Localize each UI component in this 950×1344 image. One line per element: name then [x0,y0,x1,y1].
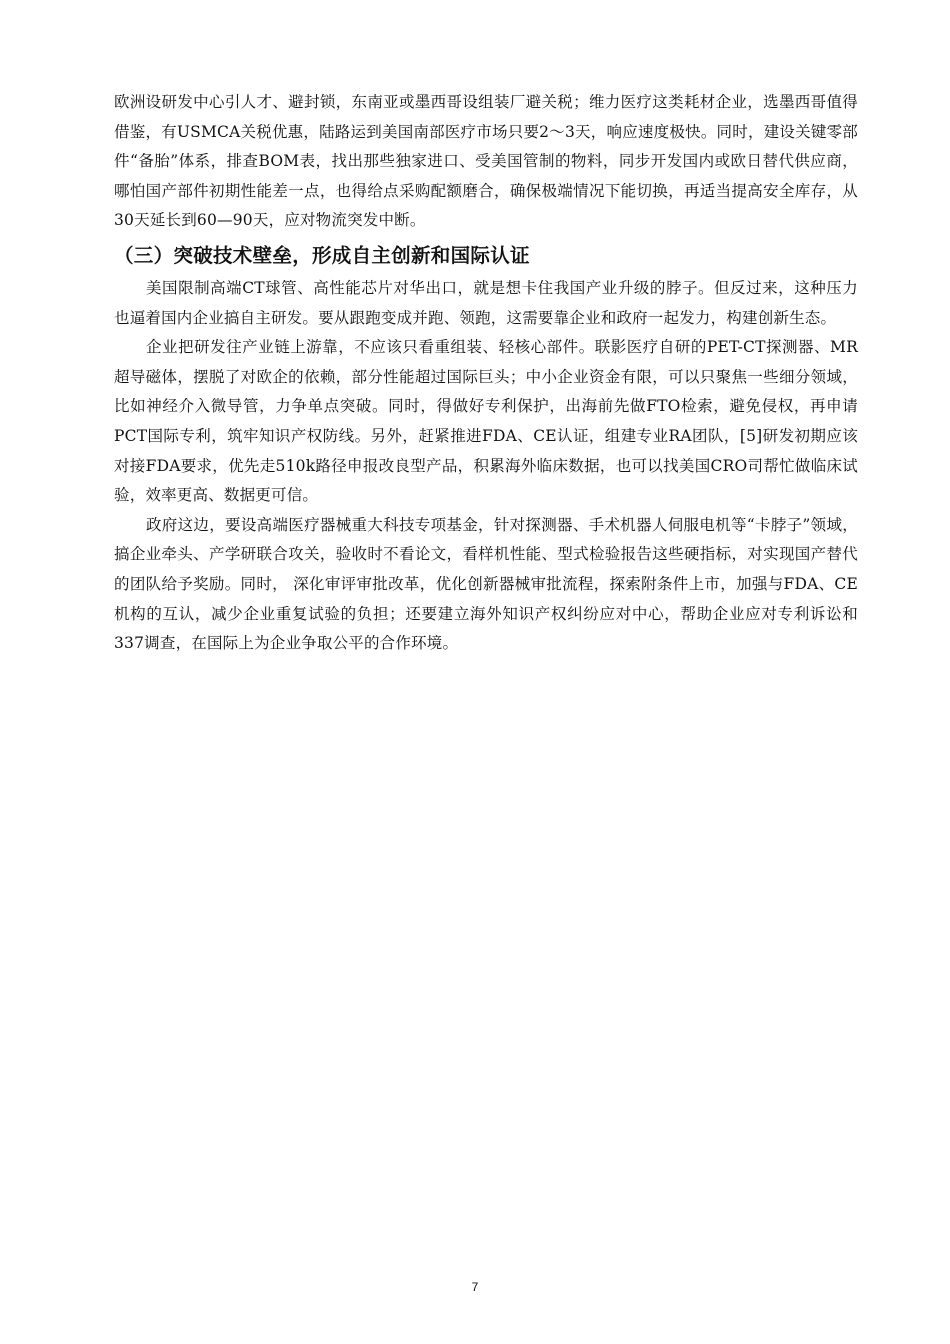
body-paragraph-1: 美国限制高端CT球管、高性能芯片对华出口，就是想卡住我国产业升级的脖子。但反过来，这种压力也逼着国内企业搞自主研发。要从跟跑变成并跑、领跑，这需要靠企业和政府一起发力，构建创新生态。 [114,278,858,327]
continued-paragraph: 欧洲设研发中心引人才、避封锁，东南亚或墨西哥设组装厂避关税；维力医疗这类耗材企业，选墨西哥值得借鉴，有USMCA关税优惠，陆路运到美国南部医疗市场只要2～3天，响应速度极快。同时，建设关键零部件“备胎”体系，排查BOM表，找出那些独家进口、受美国管制的物料，同步开发国内或欧日替代供应商，哪怕国产部件初期性能差一点，也得给点采购配额磨合，确保极端情况下能切换，再适当提高安全库存，从30天延长到60—90天，应对物流突发中断。 [114,93,858,230]
section-heading: （三）突破技术壁垒，形成自主创新和国际认证 [114,243,530,267]
body-paragraph-3: 政府这边，要设高端医疗器械重大科技专项基金，针对探测器、手术机器人伺服电机等“卡脖子”领域，搞企业牵头、产学研联合攻关，验收时不看论文，看样机性能、型式检验报告这些硬指标，对实现国产替代的团队给予奖励。同时， 深化审评审批改革，优化创新器械审批流程，探索附条件上市，加强与FDA、CE机构的互认，减少企业重复试验的负担；还要建立海外知识产权纠纷应对中心，帮助企业应对专利诉讼和337调查，在国际上为企业争取公平的合作环境。 [114,515,858,653]
page-number: 7 [471,1280,479,1294]
document-body [114,88,858,659]
body-paragraph-2: 企业把研发往产业链上游靠，不应该只看重组装、轻核心部件。联影医疗自研的PET-CT探测器、MR超导磁体，摆脱了对欧企的依赖，部分性能超过国际巨头；中小企业资金有限，可以只聚焦一些细分领域，比如神经介入微导管，力争单点突破。同时，得做好专利保护，出海前先做FTO检索，避免侵权，再申请PCT国际专利，筑牢知识产权防线。另外，赶紧推进FDA、CE认证，组建专业RA团队，[5]研发初期应该对接FDA要求，优先走510k路径申报改良型产品，积累海外临床数据，也可以找美国CRO司帮忙做临床试验，效率更高、数据更可信。 [114,338,858,505]
